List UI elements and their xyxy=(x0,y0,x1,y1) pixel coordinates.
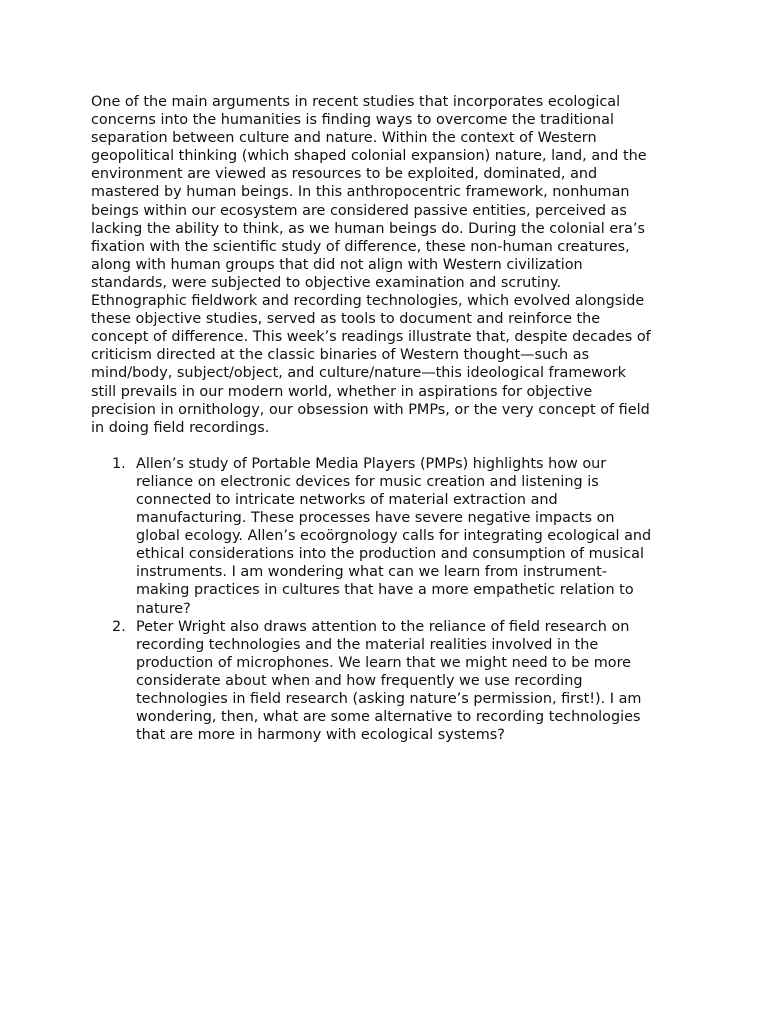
paragraph-line: along with human groups that did not align with Western civilization xyxy=(91,256,583,273)
paragraph-line: One of the main arguments in recent studies that incorporates ecological xyxy=(91,94,621,110)
paragraph-line: concerns into the humanities is finding ways to overcome the traditional xyxy=(91,112,614,129)
numbered-question-list xyxy=(91,455,679,745)
list-item-line: that are more in harmony with ecological systems? xyxy=(136,727,505,744)
list-item-line: nature? xyxy=(136,600,191,617)
list-item-line: wondering, then, what are some alternative to recording technologies xyxy=(136,709,641,726)
list-item xyxy=(91,618,679,745)
list-item-line: Allen’s study of Portable Media Players (PMPs) highlights how our xyxy=(136,455,607,472)
document-body xyxy=(91,93,679,744)
list-item-line: global ecology. Allen’s ecoörgnology calls for integrating ecological and xyxy=(136,528,652,545)
list-item-number: 1. xyxy=(112,455,126,472)
list-item xyxy=(91,455,679,618)
list-item-line: manufacturing. These processes have severe negative impacts on xyxy=(136,510,615,527)
paragraph-line: precision in ornithology, our obsession with PMPs, or the very concept of field xyxy=(91,401,650,418)
list-item-line: instruments. I am wondering what can we learn from instrument- xyxy=(136,564,607,581)
paragraph-line: fixation with the scientific study of difference, these non-human creatures, xyxy=(91,238,630,255)
paragraph-line: criticism directed at the classic binaries of Western thought—such as xyxy=(91,347,590,364)
list-item-line: recording technologies and the material realities involved in the xyxy=(136,636,599,653)
paragraph-line: separation between culture and nature. Within the context of Western xyxy=(91,130,597,147)
list-item-number: 2. xyxy=(112,618,126,635)
list-item-line: ethical considerations into the production and consumption of musical xyxy=(136,546,644,563)
list-item-line: considerate about when and how frequently we use recording xyxy=(136,672,583,689)
paragraph-line: beings within our ecosystem are considered passive entities, perceived as xyxy=(91,202,627,219)
paragraph-line: mastered by human beings. In this anthropocentric framework, nonhuman xyxy=(91,184,630,201)
paragraph-line: concept of difference. This week’s readings illustrate that, despite decades of xyxy=(91,329,651,346)
paragraph-line: still prevails in our modern world, whether in aspirations for objective xyxy=(91,383,593,400)
paragraph-line: environment are viewed as resources to be exploited, dominated, and xyxy=(91,166,598,183)
paragraph-line: Ethnographic fieldwork and recording technologies, which evolved alongside xyxy=(91,293,645,310)
paragraph-line: in doing field recordings. xyxy=(91,419,270,436)
list-item-line: Peter Wright also draws attention to the reliance of field research on xyxy=(136,618,630,635)
list-item-line: technologies in field research (asking nature’s permission, first!). I am xyxy=(136,691,642,707)
intro-paragraph xyxy=(91,93,679,437)
list-item-line: production of microphones. We learn that we might need to be more xyxy=(136,654,632,671)
list-item-line: reliance on electronic devices for music creation and listening is xyxy=(136,473,599,490)
list-item-line: connected to intricate networks of material extraction and xyxy=(136,491,558,508)
paragraph-line: lacking the ability to think, as we human beings do. During the colonial era’s xyxy=(91,220,645,237)
paragraph-line: these objective studies, served as tools to document and reinforce the xyxy=(91,311,601,328)
paragraph-line: geopolitical thinking (which shaped colonial expansion) nature, land, and the xyxy=(91,148,647,165)
paragraph-line: standards, were subjected to objective examination and scrutiny. xyxy=(91,274,562,291)
paragraph-line: mind/body, subject/object, and culture/nature—this ideological framework xyxy=(91,365,627,382)
list-item-line: making practices in cultures that have a more empathetic relation to xyxy=(136,582,634,599)
